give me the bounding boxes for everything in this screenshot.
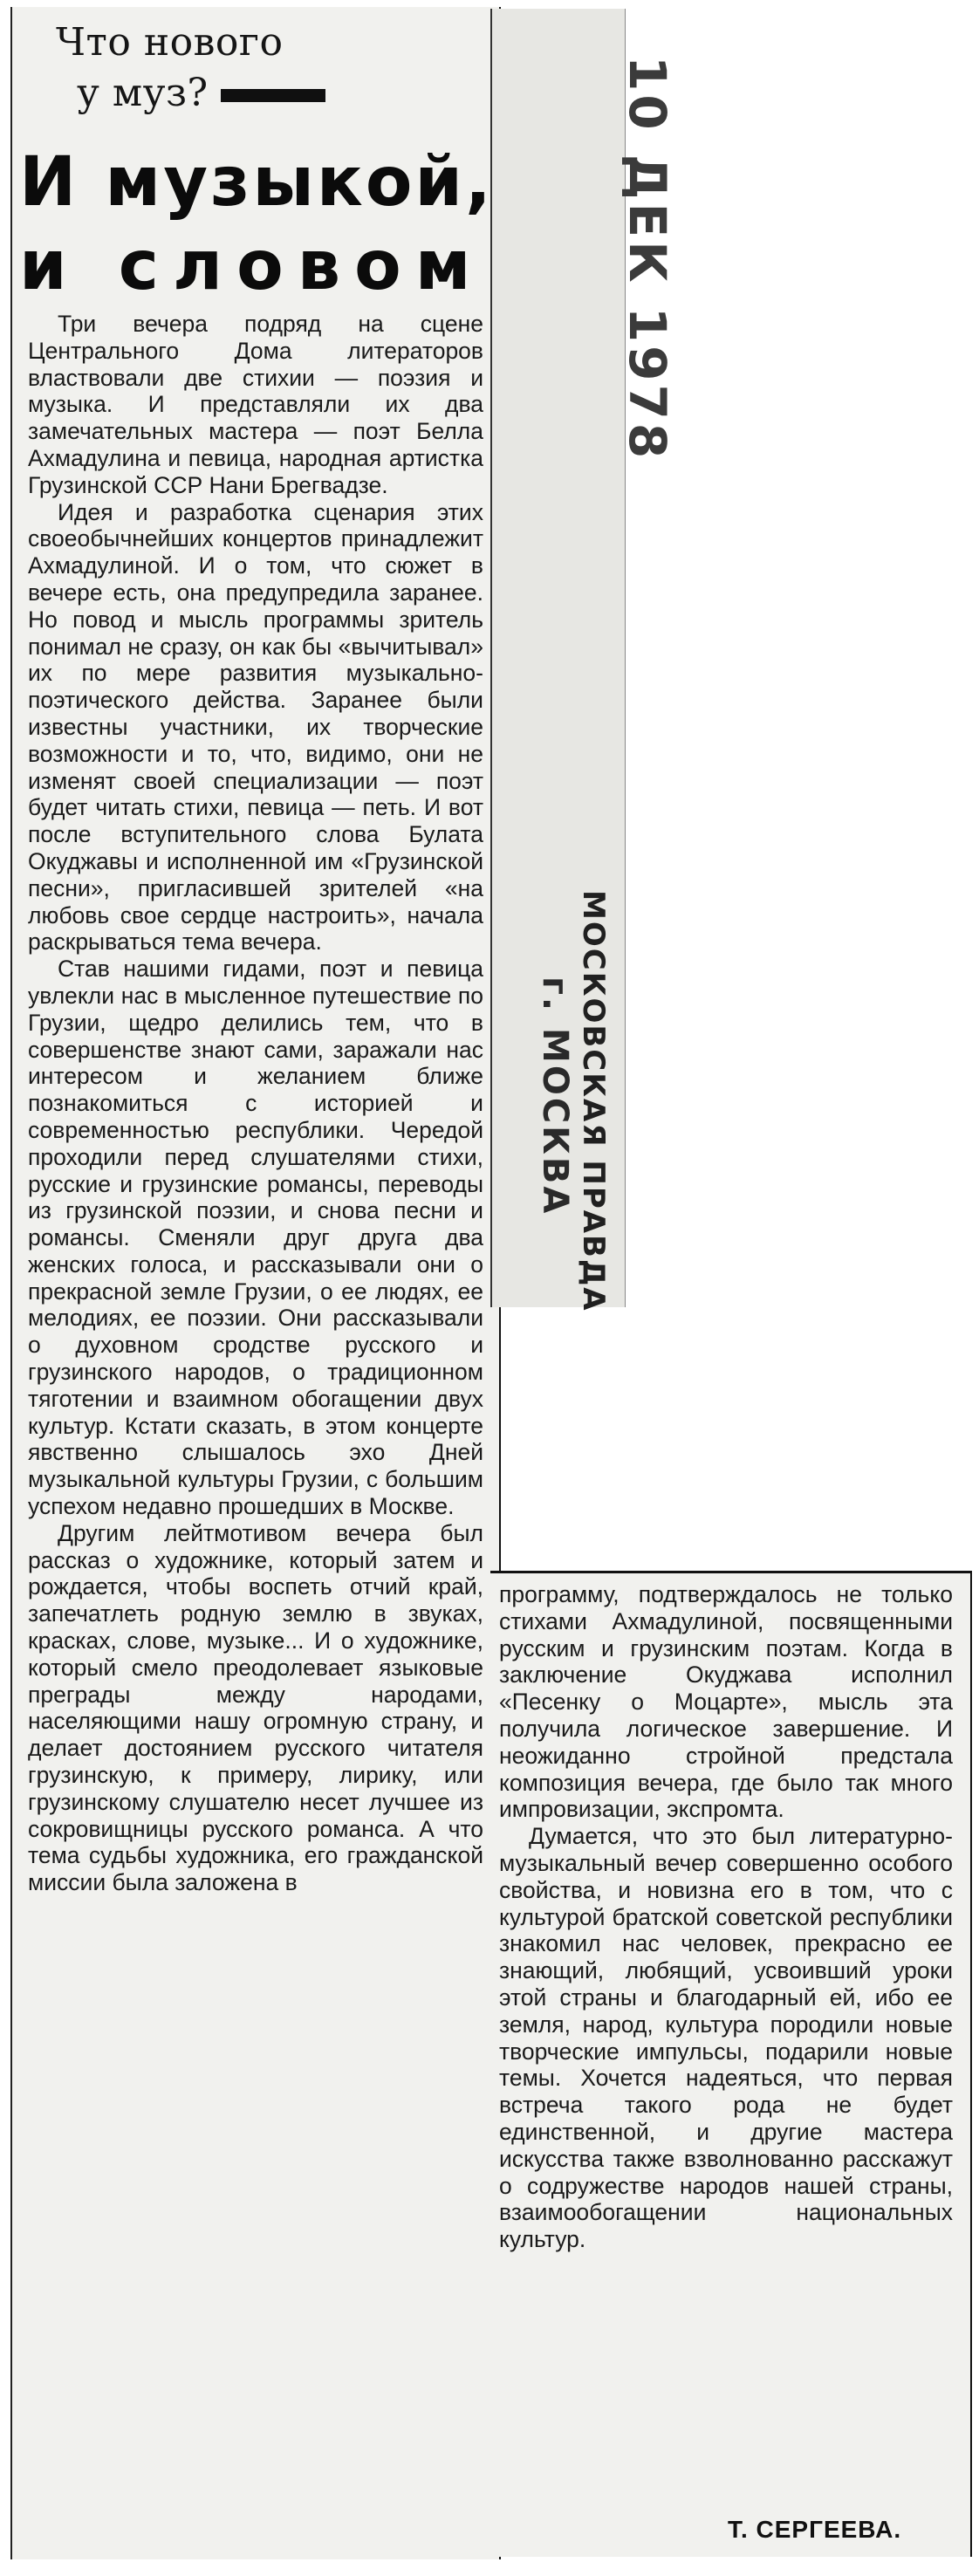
article-paragraph: Став нашими гидами, поэт и певица увлекли нас в мысленное путешествие по Грузии, щедро делились тем, что в совершенстве знают сами, заражали нас интересом и желанием ближе познакомиться с историей и современностью республики. Чередой проходили перед слушателями стихи, русские и грузинские романсы, переводы из грузинской поэзии, и снова песни и романсы. Сменяли друг друга два женских голоса, и рассказывали они о прекрасной земле Грузии, о ее людях, ее мелодиях, ее поэзии. Они рассказывали о духовном сродстве русского и грузинского народов, о традиционном тяготении и взаимном обогащении двух культур. Кстати сказать, в этом концерте явственно слышалось эхо Дней музыкальной культуры Грузии, с большим успехом недавно прошедших в Москве. (28, 956, 483, 1520)
rubric-line-1: Что нового (56, 20, 284, 65)
article-right-column (499, 1581, 953, 2253)
article-paragraph: Три вечера подряд на сцене Центрального Дома литераторов властвовали две стихии — поэзия и музыка. И представляли их два замечательных мастера — поэт Белла Ахмадулина и певица, народная артистка Грузинской ССР Нани Брегвадзе. (28, 311, 483, 498)
article-paragraph: Думается, что это был литературно-музыкальный вечер совершенно особого свойства, и новизна его в том, что с культурой братской советской республики знакомил нас человек, прекрасно ее знающий, любящий, усвоивший уроки этой страны и благодарный ей, ибо ее земля, народ, культура породили новые творческие импульсы, подарили новые темы. Хочется надеяться, что первая встреча такого рода не будет единственной, и другие мастера искусства также взволнованно расскажут о содружестве народов нашей страны, взаимообогащении национальных культур. (499, 1823, 953, 2253)
stamp-city: г. МОСКВА (535, 976, 575, 1216)
headline-line-1: И музыкой, (19, 143, 494, 222)
article-left-column (28, 311, 483, 1896)
rubric (56, 17, 325, 119)
rubric-dash (221, 89, 325, 102)
article-paragraph: программу, подтверждалось не только стихами Ахмадулиной, посвященными русским и грузинским поэтам. Когда в заключение Окуджава исполнил «Песенку о Моцарте», мысль эта получила логическое завершение. И неожиданно стройной предстала композиция вечера, где было так много импровизации, экспромта. (499, 1581, 953, 1823)
author-signature: Т. СЕРГЕЕВА. (728, 2516, 902, 2543)
stamp-date: 10 ДЕК 1978 (618, 56, 677, 462)
article-paragraph: Идея и разработка сценария этих своеобычнейших концертов принадлежит Ахмадулиной. И о том, что сюжет в вечере есть, она предупредила заранее. Но повод и мысль программы зритель понимал не сразу, он как бы «вычитывал» их по мере развития музыкально-поэтического действа. Заранее были известны участники, их творческие возможности и то, что, видимо, они не изменят своей специализации — поэт будет читать стихи, певица — петь. И вот после вступительного слова Булата Окуджавы и исполненной им «Грузинской песни», пригласившей зрителей «на любовь свое сердце настроить», начала раскрываться тема вечера. (28, 498, 483, 956)
headline (19, 143, 494, 305)
stamp-newspaper-name: МОСКОВСКАЯ ПРАВДА (576, 890, 611, 1312)
rubric-line-2-text: у муз? (77, 71, 209, 115)
headline-line-2: и словом (19, 227, 485, 305)
article-paragraph: Другим лейтмотивом вечера был рассказ о художнике, который затем и рождается, чтобы воспеть отчий край, запечатлеть родную землю в звуках, красках, слове, музыке... И о художнике, который смело преодолевает языковые преграды между народами, населяющими нашу огромную страну, и делает достоянием русского читателя грузинскую, к примеру, лирику, или грузинскому слушателю несет лучшее из сокровищницы русского романса. А что тема судьбы художника, его гражданской миссии была заложена в (28, 1519, 483, 1896)
rubric-line-2 (56, 68, 325, 119)
